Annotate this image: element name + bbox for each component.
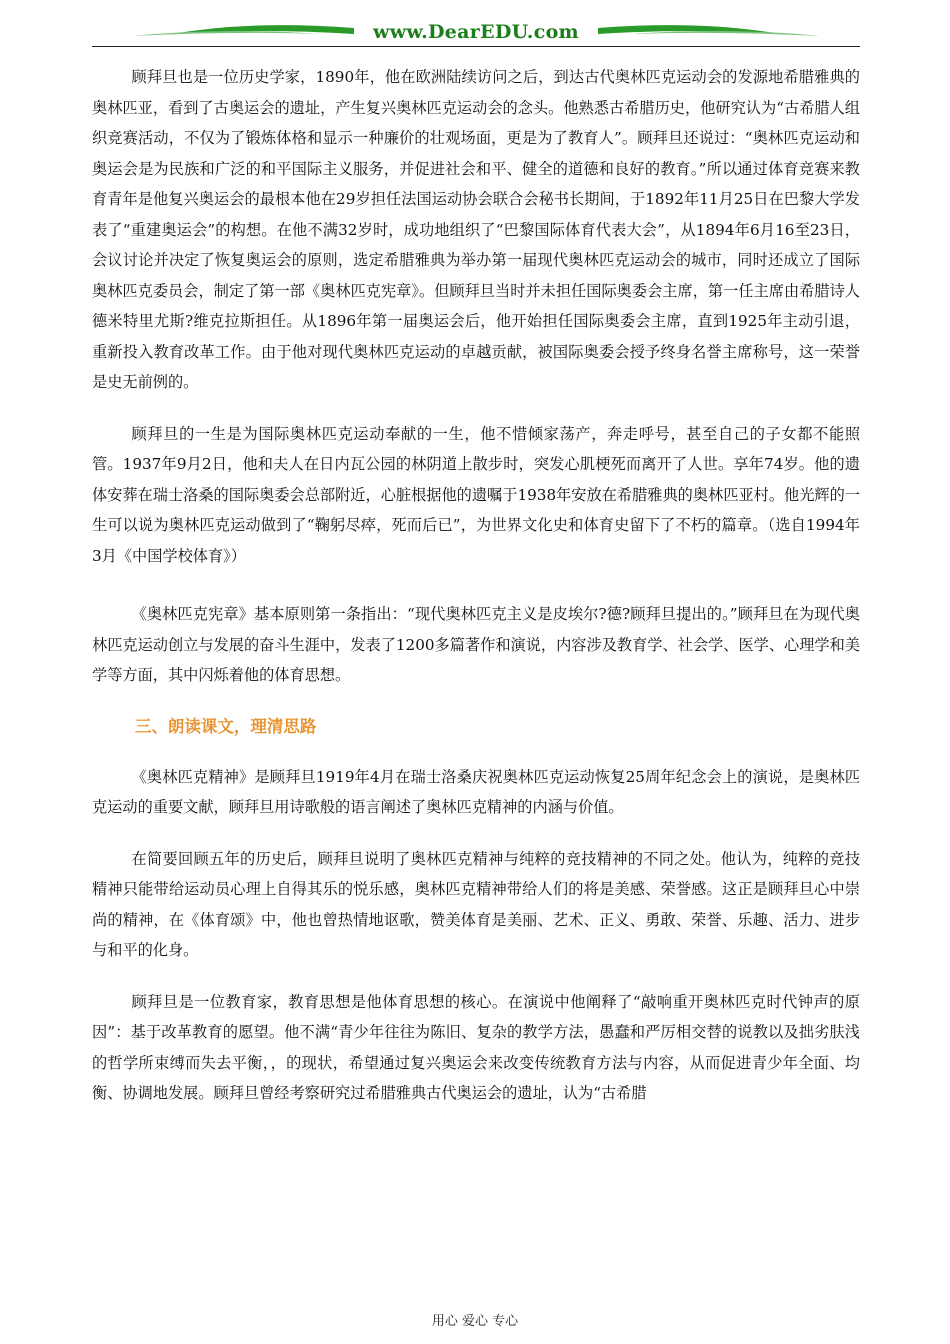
page-footer-motto: 用心 爱心 专心 <box>431 1314 519 1329</box>
paragraph-olympic-charter: 《奥林匹克宪章》基本原则第一条指出：“现代奥林匹克主义是皮埃尔?德?顾拜旦提出的。”顾拜旦在为现代奥林匹克运动创立与发展的奋斗生涯中，发表了1200多篇著作和演说，内容涉及教育学、社会学、医学、心理学和美学等方面，其中闪烁着他的体育思想。 <box>92 605 860 684</box>
document-body <box>92 62 860 1130</box>
section-heading: 三、朗读课文，理清思路 <box>134 716 317 736</box>
paragraph-coubertin-life: 顾拜旦的一生是为国际奥林匹克运动奉献的一生，他不惜倾家荡产，奔走呼号，甚至自己的子女都不能照管。1937年9月2日，他和夫人在日内瓦公园的林阴道上散步时，突发心肌梗死而离开了人世。享年74岁。他的遗体安葬在瑞士洛桑的国际奥委会总部附近，心脏根据他的遗嘱于1938年安放在希腊雅典的奥林匹亚村。他光辉的一生可以说为奥林匹克运动做到了“鞠躬尽瘁，死而后已”，为世界文化史和体育史留下了不朽的篇章。（选自1994年3月《中国学校体育》） <box>92 424 860 565</box>
site-header <box>92 18 860 48</box>
paragraph-competitive-spirit: 在简要回顾五年的历史后，顾拜旦说明了奥林匹克精神与纯粹的竞技精神的不同之处。他认为，纯粹的竞技精神只能带给运动员心理上自得其乐的悦乐感，奥林匹克精神带给人们的将是美感、荣誉感。这正是顾拜旦心中崇尚的精神，在《体育颂》中，他也曾热情地讴歌，赞美体育是美丽、艺术、正义、勇敢、荣誉、乐趣、活力、进步与和平的化身。 <box>92 849 860 959</box>
header-divider <box>92 46 860 47</box>
paragraph-olympic-spirit-intro: 《奥林匹克精神》是顾拜旦1919年4月在瑞士洛桑庆祝奥林匹克运动恢复25周年纪念会上的演说，是奥林匹克运动的重要文献，顾拜旦用诗歌般的语言阐述了奥林匹克精神的内涵与价值。 <box>92 767 860 816</box>
paragraph-educator: 顾拜旦是一位教育家，教育思想是他体育思想的核心。在演说中他阐释了“敲响重开奥林匹克时代钟声的原因”：基于改革教育的愿望。他不满“青少年往往为陈旧、复杂的教学方法，愚蠢和严厉相交替的说教以及拙劣肤浅的哲学所束缚而失去平衡，，的现状，希望通过复兴奥运会来改变传统教育方法与内容，从而促进青少年全面、均衡、协调地发展。顾拜旦曾经考察研究过希腊雅典古代奥运会的遗址，认为“古希腊 <box>92 992 860 1102</box>
paragraph-coubertin-history: 顾拜旦也是一位历史学家，1890年，他在欧洲陆续访问之后，到达古代奥林匹克运动会的发源地希腊雅典的奥林匹亚，看到了古奥运会的遗址，产生复兴奥林匹克运动会的念头。他熟悉古希腊历史，他研究认为“古希腊人组织竞赛活动，不仅为了锻炼体格和显示一种廉价的壮观场面，更是为了教育人”。顾拜旦还说过：“奥林匹克运动和奥运会是为民族和广泛的和平国际主义服务，并促进社会和平、健全的道德和良好的教育。”所以通过体育竞赛来教育青年是他复兴奥运会的最根本他在29岁担任法国运动协会联合会秘书长期间，于1892年11月25日在巴黎大学发表了“重建奥运会”的构想。在他不满32岁时，成功地组织了“巴黎国际体育代表大会”，从1894年6月16至23日，会议讨论并决定了恢复奥运会的原则，选定希腊雅典为举办第一届现代奥林匹克运动会的城市，同时还成立了国际奥林匹克委员会，制定了第一部《奥林匹克宪章》。但顾拜旦当时并未担任国际奥委会主席，第一任主席由希腊诗人德米特里尤斯?维克拉斯担任。从1896年第一届奥运会后，他开始担任国际奥委会主席，直到1925年主动引退，重新投入教育改革工作。由于他对现代奥林匹克运动的卓越贡献，被国际奥委会授予终身名誉主席称号，这一荣誉是史无前例的。 <box>92 68 860 391</box>
site-url-logo[interactable]: www.DearEDU.com <box>373 21 579 43</box>
